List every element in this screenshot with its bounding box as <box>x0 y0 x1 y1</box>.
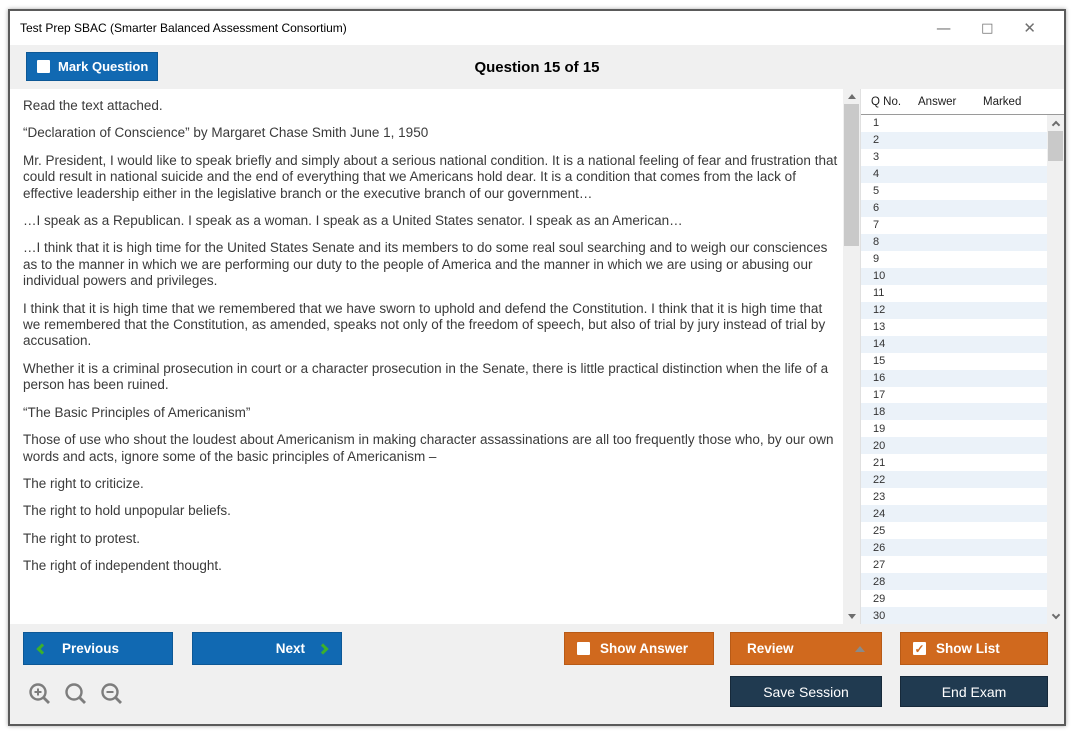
question-row[interactable] <box>861 217 1047 234</box>
window-title: Test Prep SBAC (Smarter Balanced Assessment Consortium) <box>20 21 347 35</box>
question-row[interactable] <box>861 353 1047 370</box>
question-row[interactable] <box>861 234 1047 251</box>
zoom-toolbar <box>26 681 126 709</box>
zoom-reset-icon[interactable] <box>62 681 90 709</box>
footer-bar <box>10 624 1064 724</box>
question-number: 29 <box>873 592 886 605</box>
question-number: 1 <box>873 117 880 130</box>
question-row[interactable] <box>861 115 1047 132</box>
question-row[interactable] <box>861 420 1047 437</box>
question-row[interactable] <box>861 471 1047 488</box>
question-number: 30 <box>873 609 886 622</box>
question-number: 12 <box>873 304 886 317</box>
question-row[interactable] <box>861 319 1047 336</box>
question-number: 21 <box>873 456 886 469</box>
mark-question-checkbox[interactable] <box>37 60 50 73</box>
question-number: 5 <box>873 185 880 198</box>
question-row[interactable] <box>861 183 1047 200</box>
end-exam-label: End Exam <box>941 683 1007 700</box>
question-row[interactable] <box>861 437 1047 454</box>
question-row[interactable] <box>861 149 1047 166</box>
list-scrollbar-thumb[interactable] <box>1048 131 1063 161</box>
show-answer-button[interactable] <box>564 632 714 665</box>
next-label: Next <box>275 641 305 656</box>
show-list-label: Show List <box>936 641 1000 656</box>
question-number: 13 <box>873 321 886 334</box>
previous-button[interactable] <box>23 632 173 665</box>
question-row[interactable] <box>861 302 1047 319</box>
passage-paragraph: The right to hold unpopular beliefs. <box>23 503 231 519</box>
list-scroll-down-icon[interactable] <box>1047 608 1064 624</box>
passage-paragraph: …I speak as a Republican. I speak as a woman. I speak as a United States senator. I speak as an American… <box>23 213 683 229</box>
passage-paragraph: “The Basic Principles of Americanism” <box>23 404 251 420</box>
question-row[interactable] <box>861 573 1047 590</box>
question-row[interactable] <box>861 285 1047 302</box>
save-session-button[interactable] <box>730 676 882 707</box>
show-answer-checkbox[interactable] <box>577 642 590 655</box>
question-number: 10 <box>873 270 886 283</box>
passage-paragraph: Those of use who shout the loudest about Americanism in making character assassinations are all too frequently those who, by our own words and acts, ignore some of the basic principles of Americanism – <box>23 432 834 464</box>
end-exam-button[interactable] <box>900 676 1048 707</box>
question-number: 19 <box>873 422 886 435</box>
passage-paragraph: Whether it is a criminal prosecution in court or a character prosecution in the Senate, there is little practical distinction when the life of a person has been ruined. <box>23 360 829 393</box>
question-row[interactable] <box>861 522 1047 539</box>
question-number: 24 <box>873 507 886 520</box>
main-area <box>10 89 1064 624</box>
scroll-up-arrow[interactable] <box>843 89 860 104</box>
question-number: 7 <box>873 219 880 232</box>
passage-scrollbar[interactable] <box>843 89 860 624</box>
question-row[interactable] <box>861 336 1047 353</box>
show-list-button[interactable] <box>900 632 1048 665</box>
triangle-up-icon <box>855 646 865 652</box>
question-row[interactable] <box>861 539 1047 556</box>
question-number: 28 <box>873 575 886 588</box>
app-window <box>8 9 1066 726</box>
passage-paragraph: The right to protest. <box>23 530 141 546</box>
mark-question-button[interactable] <box>26 52 158 81</box>
list-scroll-up-icon[interactable] <box>1047 115 1064 131</box>
save-session-label: Save Session <box>763 683 849 700</box>
question-number: 25 <box>873 524 886 537</box>
zoom-out-icon[interactable] <box>98 681 126 709</box>
mark-question-label: Mark Question <box>58 59 149 74</box>
question-number: 18 <box>873 405 886 418</box>
question-list-body <box>861 115 1064 624</box>
question-list-panel <box>860 89 1064 624</box>
check-icon: ✓ <box>914 641 925 656</box>
col-header-qno: Q No. <box>871 95 902 108</box>
chevron-left-icon <box>36 643 47 654</box>
question-number: 9 <box>873 253 880 266</box>
question-number: 14 <box>873 338 886 351</box>
question-row[interactable] <box>861 132 1047 149</box>
question-number: 27 <box>873 558 886 571</box>
passage-paragraph: The right of independent thought. <box>23 558 222 574</box>
question-row[interactable] <box>861 200 1047 217</box>
passage-paragraph: Mr. President, I would like to speak briefly and simply about a serious national condition. It is a national feeling of fear and frustration that could result in national suicide and the end of everything that we Americans hold dear. It is a condition that comes from the lack of effective leadership either in the legislative branch or the executive branch of our government… <box>23 152 838 201</box>
passage-paragraph: Read the text attached. <box>23 98 163 113</box>
close-icon[interactable]: ✕ <box>1023 18 1036 37</box>
minimize-icon[interactable]: — <box>936 18 952 37</box>
question-row[interactable] <box>861 454 1047 471</box>
passage-scrollbar-thumb[interactable] <box>844 104 859 246</box>
question-row[interactable] <box>861 556 1047 573</box>
question-number: 6 <box>873 202 880 215</box>
list-scrollbar[interactable] <box>1047 115 1064 624</box>
question-list-header <box>861 89 1064 115</box>
question-number: 20 <box>873 439 886 452</box>
question-row[interactable] <box>861 268 1047 285</box>
passage-paragraph: I think that it is high time that we remembered that we have sworn to uphold and defend the Constitution. I think that it is high time that we remembered that the Constitution, as amended, speaks not only of the freedom of speech, but also of trial by jury instead of trial by accusation. <box>23 300 826 349</box>
question-number: 11 <box>873 287 885 300</box>
question-row[interactable] <box>861 488 1047 505</box>
passage-panel <box>10 89 843 624</box>
question-row[interactable] <box>861 166 1047 183</box>
question-number: 22 <box>873 473 886 486</box>
passage-paragraph: …I think that it is high time for the United States Senate and its members to do some real soul searching and to weigh our consciences as to the manner in which we are performing our duty to the people of America and the manner in which we are using or abusing our individual powers and privileges. <box>23 240 828 289</box>
passage-paragraph: “Declaration of Conscience” by Margaret Chase Smith June 1, 1950 <box>23 125 429 141</box>
question-row[interactable] <box>861 505 1047 522</box>
question-number: 2 <box>873 134 880 147</box>
question-number: 3 <box>873 151 880 164</box>
col-header-answer: Answer <box>918 95 957 108</box>
question-number: 4 <box>873 168 880 181</box>
review-button[interactable] <box>730 632 882 665</box>
question-row[interactable] <box>861 387 1047 404</box>
question-row[interactable] <box>861 251 1047 268</box>
question-number: 8 <box>873 236 880 249</box>
review-label: Review <box>747 641 794 656</box>
question-number: 23 <box>873 490 886 503</box>
question-row[interactable] <box>861 590 1047 607</box>
header-band <box>10 45 1064 89</box>
question-row[interactable] <box>861 403 1047 420</box>
question-counter: Question 15 of 15 <box>474 58 600 76</box>
previous-label: Previous <box>62 641 120 656</box>
zoom-in-icon[interactable] <box>26 681 54 709</box>
scroll-down-arrow[interactable] <box>843 609 860 624</box>
chevron-right-icon <box>317 643 328 654</box>
question-number: 17 <box>873 388 886 401</box>
question-row[interactable] <box>861 370 1047 387</box>
question-number: 26 <box>873 541 886 554</box>
question-number: 16 <box>873 372 886 385</box>
col-header-marked: Marked <box>983 95 1022 108</box>
show-answer-label: Show Answer <box>600 641 689 656</box>
question-rows <box>861 115 1047 624</box>
title-bar <box>10 11 1064 45</box>
maximize-icon[interactable]: □ <box>981 20 994 36</box>
question-number: 15 <box>873 355 886 368</box>
passage-paragraph: The right to criticize. <box>23 475 144 491</box>
next-button[interactable] <box>192 632 342 665</box>
show-list-checkbox[interactable] <box>913 642 926 655</box>
question-row[interactable] <box>861 607 1047 624</box>
window-controls <box>936 18 1054 37</box>
